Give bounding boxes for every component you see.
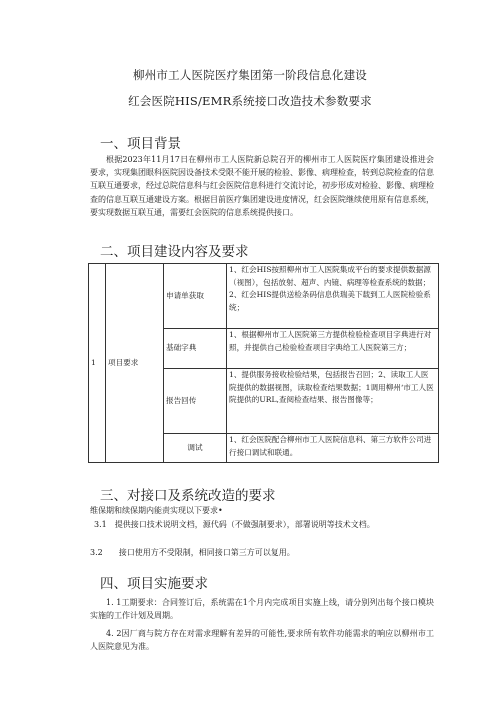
section4-heading: 四、项目实施要求	[100, 576, 208, 592]
document-title-line2: 红会医院HIS/EMR系统接口改造技术参数要求	[128, 94, 372, 108]
table-row	[89, 264, 439, 329]
table-cell-name: 报告回传	[164, 369, 227, 434]
section4-item1: 1. 1工期要求：合同签订后，系统需在1个月内完成项目实施上线，请分别列出每个接口模块实施的工作计划及周期。	[90, 598, 434, 621]
section3-intro: 维保期和续保期内能责实现以下要求•	[90, 506, 223, 515]
table-cell-desc: 1、红会医院配合柳州市工人医院信息科、第三方软件公司进行接口调试和联通。	[227, 434, 439, 463]
section1-heading: 一、项目背景	[100, 136, 181, 152]
requirements-table	[88, 263, 439, 463]
table-cell-name: 基础字典	[164, 329, 227, 369]
table-cell-name: 调试	[164, 434, 227, 463]
section3-item1: 3.1 提供接口技术说明文档，源代码（不做强制要求），部署说明等技术文档。	[94, 520, 375, 529]
document-title-line1: 柳州市工人医院医疗集团第一阶段信息化建设	[133, 68, 367, 82]
section1-body: 根据2023年11月17日在柳州市工人医院新总院召开的柳州市工人医院医疗集团建设推进会要求，实现集团眼科医院因设备技术受限不能开展的检验、影像、病理检查，转到总院检查的信息互联互通要求，经过总院信息科与红会医院信息科进行交流讨论，初步形成对检验、影像、病理检查的信息互联互通建设方案。根据目前医疗集团建设进度情况，红会医院继续使用原有信息系统，要实现数据互联互通，需要红会医院的信息系统提供接口。	[90, 155, 434, 217]
row-number: 1	[89, 264, 106, 463]
section3-heading: 三、对接口及系统改造的要求	[100, 488, 276, 504]
table-cell-desc: 1、红会HIS按照柳州市工人医院集成平台的要求提供数据源（视图），包括放射、超声、内镜、病理等检查系统的数据；2、红会HIS提供送检条码信息供瑞美下载到工人医院检验系统；	[227, 264, 439, 329]
table-cell-desc: 1、根据柳州市工人医院第三方提供检验检查项目字典进行对照，并提供自己检验检查项目字典给工人医院第三方；	[227, 329, 439, 369]
section3-item2: 3.2 接口使用方不受限制，相同接口第三方可以复用。	[90, 548, 295, 557]
table-cell-desc: 1、提供服务接收检验结果，包括报告召回；2、读取工人医院提供的数据视图，读取检查结果数据；1调用柳州‘市工人医院提供的URL,查阅检查结果、报告图像等；	[227, 369, 439, 434]
table-cell-name: 申请单获取	[164, 264, 227, 329]
section2-heading: 二、项目建设内容及要求	[100, 244, 249, 260]
section4-item2: 4. 2因厂商与院方存在对需求理解有差异的可能性,要求所有软件功能需求的响应以柳州市工人医院意见为准。	[90, 629, 434, 652]
row-item: 项目要求	[106, 264, 164, 463]
